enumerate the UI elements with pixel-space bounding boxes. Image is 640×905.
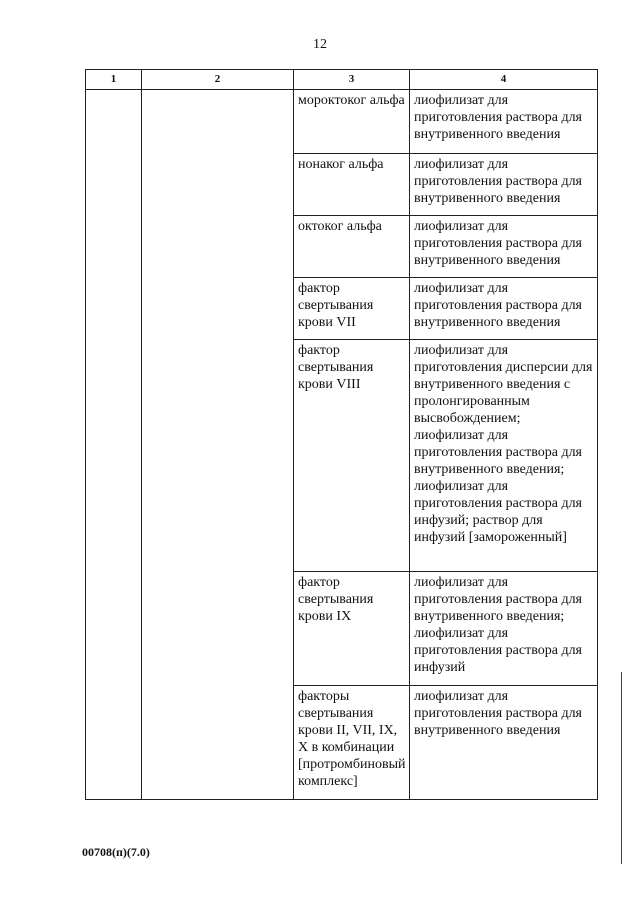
page-number: 12 — [313, 37, 327, 52]
group-cell-empty — [142, 90, 294, 800]
code-cell-empty — [86, 90, 142, 800]
dosage-form-cell: лиофилизат для приготовления раствора для внутривенного введения; лиофилизат для приготовления раствора для инфузий — [410, 572, 598, 686]
dosage-form-cell: лиофилизат для приготовления раствора для внутривенного введения — [410, 216, 598, 278]
dosage-form-cell: лиофилизат для приготовления раствора для внутривенного введения — [410, 686, 598, 800]
drug-register-table — [85, 69, 598, 800]
substance-cell: фактор свертывания крови VIII — [294, 340, 410, 572]
substance-cell: мороктоког альфа — [294, 90, 410, 154]
column-header-1: 1 — [86, 70, 142, 90]
document-code: 00708(п)(7.0) — [82, 845, 150, 859]
table-row — [86, 90, 598, 154]
margin-line — [621, 672, 622, 864]
dosage-form-cell: лиофилизат для приготовления раствора для внутривенного введения — [410, 154, 598, 216]
column-header-3: 3 — [294, 70, 410, 90]
dosage-form-cell: лиофилизат для приготовления дисперсии для внутривенного введения с пролонгированным высвобождением; лиофилизат для приготовления раствора для внутривенного введения; лиофилизат для приготовления раствора для инфузий; раствор для инфузий [замороженный] — [410, 340, 598, 572]
header-row — [86, 70, 598, 90]
substance-cell: нонаког альфа — [294, 154, 410, 216]
dosage-form-cell: лиофилизат для приготовления раствора для внутривенного введения — [410, 90, 598, 154]
substance-cell: фактор свертывания крови IX — [294, 572, 410, 686]
substance-cell: октоког альфа — [294, 216, 410, 278]
column-header-4: 4 — [410, 70, 598, 90]
substance-cell: фактор свертывания крови VII — [294, 278, 410, 340]
column-header-2: 2 — [142, 70, 294, 90]
substance-cell: факторы свертывания крови II, VII, IX, X в комбинации [протромбиновый комплекс] — [294, 686, 410, 800]
dosage-form-cell: лиофилизат для приготовления раствора для внутривенного введения — [410, 278, 598, 340]
